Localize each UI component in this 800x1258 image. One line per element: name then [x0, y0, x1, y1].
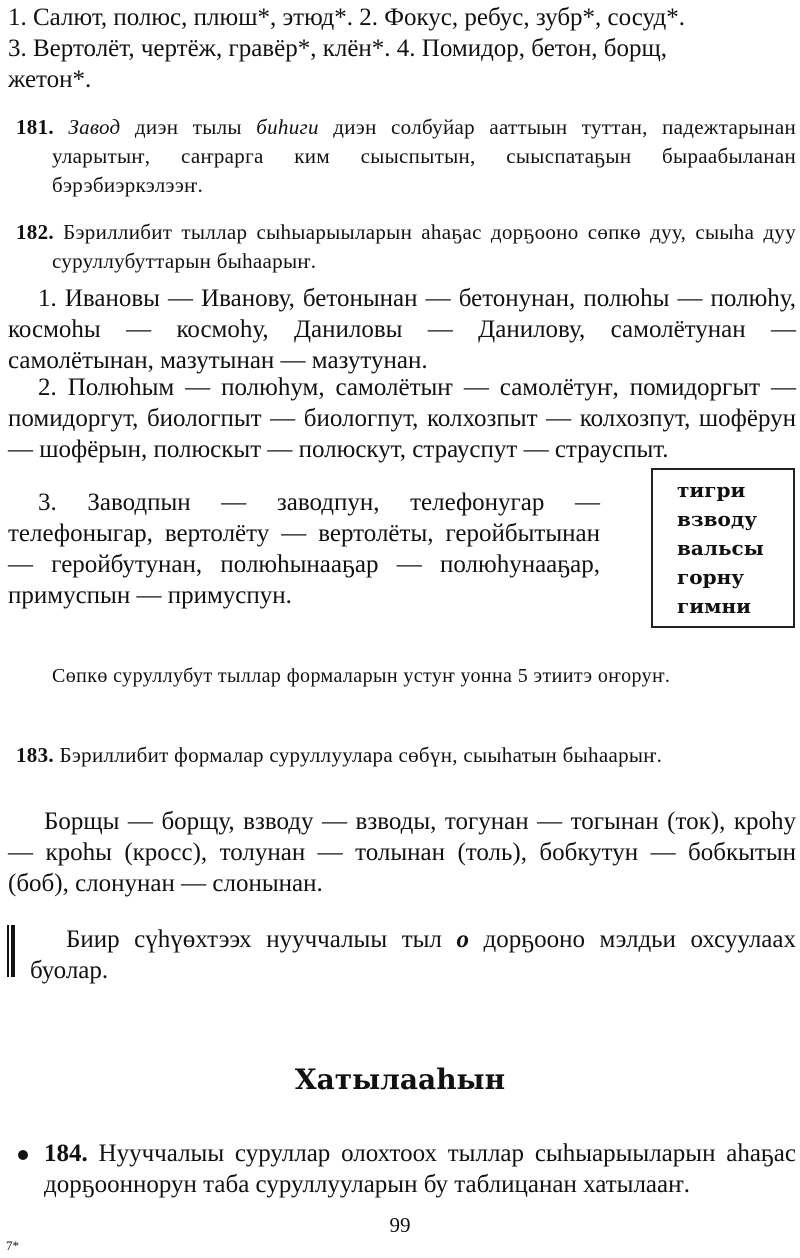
- exercise-181: [8, 113, 796, 200]
- exercise-182-group-3: 3. Заводпын — заводпун, телефонугар — телефоныгар, вертолёту — вертолёты, геройбытынан — геройбутунан, полюһынааҕар — полюһунааҕар, примуспын — примуспун.: [8, 489, 600, 609]
- exercise-182-note: Сөпкө суруллубут тыллар формаларын устуҥ уонна 5 этиитэ оҥоруҥ.: [52, 665, 671, 687]
- page-number: 99: [389, 1213, 411, 1237]
- rule-text-part: дорҕооно мэлдьи охсуулаах буолар.: [30, 926, 796, 984]
- exercise-182-group-2: 2. Полюһым — полюһум, самолётыҥ — самолётуҥ, помидоргыт — помидоргут, биологпыт — биологпут, колхозпыт — колхозпут, шофёрун — шофёрын, полюскыт — полюскут, страуспут — страуспыт.: [8, 374, 796, 463]
- word-list-line: 1. Салют, полюс, плюш*, этюд*. 2. Фокус, ребус, зубр*, сосуд*.: [8, 4, 685, 31]
- word-list-top: [8, 2, 796, 95]
- exercise-number: 182.: [16, 220, 54, 244]
- exercise-text: диэн солбуйар ааттыын туттан, падежтарынан уларытыҥ, саҥрарга ким сыыспытын, сыыспатаҕын быраабыланан бэрэбиэркэлээҥ.: [52, 115, 796, 197]
- rule-text-part: Биир сүһүөхтээх нууччалыы тыл: [66, 926, 457, 953]
- word-box-item: взводу: [677, 507, 758, 531]
- exercise-183-instruction: [8, 741, 796, 770]
- rule-highlight-letter: о: [456, 926, 469, 953]
- word-box-item: тигри: [677, 478, 746, 502]
- signature-mark: 7*: [6, 1238, 19, 1253]
- rule-text: [30, 924, 796, 986]
- word-list-line: жетон*.: [8, 66, 92, 93]
- exercise-184: [36, 1138, 796, 1200]
- italic-word: биһиги: [256, 115, 319, 139]
- word-box-item: гимни: [677, 594, 751, 618]
- section-heading: Хатылааһын: [294, 1063, 506, 1096]
- exercise-182-group-1: 1. Ивановы — Иванову, бетонынан — бетонунан, полюһы — полюһу, космоһы — космоһу, Даниловы — Данилову, самолётунан — самолётынан, мазутынан — мазутунан.: [8, 285, 796, 374]
- bullet-icon: [18, 1150, 28, 1160]
- word-box: [651, 468, 795, 628]
- exercise-number: 181.: [16, 115, 54, 139]
- word-box-item: горну: [677, 565, 745, 589]
- word-list-line: 3. Вертолёт, чертёж, гравёр*, клён*. 4. Помидор, бетон, борщ,: [8, 35, 667, 62]
- exercise-text: диэн тылы: [134, 115, 242, 139]
- exercise-text: Бэриллибит тыллар сыһыарыыларын аһаҕас дорҕооно сөпкө дуу, сыыһа дуу суруллубуттарын быһаарыҥ.: [52, 220, 796, 273]
- exercise-number: 184.: [44, 1140, 88, 1167]
- exercise-183-text: Борщы — борщу, взводу — взводы, тогунан — тогынан (ток), кроһу — кроһы (кросс), толунан — толынан (толь), бобкутун — бобкытын (боб), слонунан — слонынан.: [8, 808, 796, 897]
- exercise-number: 183.: [16, 743, 54, 767]
- word-box-item: вальсы: [677, 536, 764, 560]
- exercise-text: Бэриллибит формалар суруллуулара сөбүн, сыыһатын быһаарыҥ.: [59, 743, 663, 767]
- italic-word: Завод: [68, 115, 121, 139]
- exercise-text: Нууччалыы суруллар олохтоох тыллар сыһыарыыларын аһаҕас дорҕооннорун таба суруллууларын бу таблицанан хатылааҥ.: [44, 1140, 796, 1198]
- rule-marker-bar: [7, 925, 15, 977]
- exercise-182-instruction: [8, 218, 796, 276]
